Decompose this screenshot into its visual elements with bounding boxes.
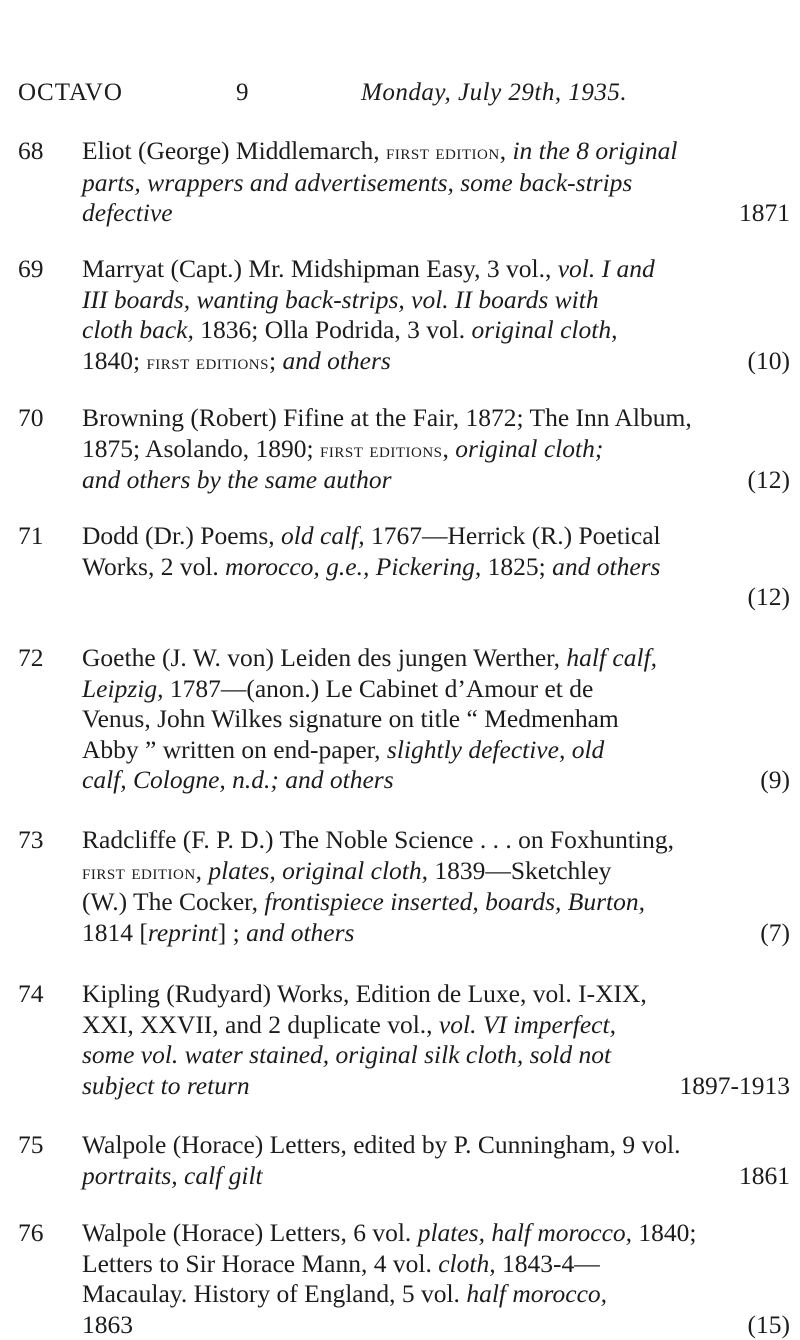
lot-number: 74	[18, 979, 66, 1010]
lot-line: Abby ” written on end-paper, slightly defective, old	[82, 735, 790, 766]
lot-line: cloth back, 1836; Olla Podrida, 3 vol. original cloth,	[82, 315, 790, 346]
lot-number: 73	[18, 825, 66, 856]
lot-number: 68	[18, 136, 66, 167]
lot-line: (W.) The Cocker, frontispiece inserted, boards, Burton,	[82, 887, 790, 918]
lot-description	[82, 254, 790, 377]
lot-number: 71	[18, 521, 66, 552]
lot-description	[82, 1130, 790, 1191]
lot-description	[82, 1218, 790, 1340]
lot-line: III boards, wanting back-strips, vol. II boards with	[82, 285, 790, 316]
lot-line: 1863 (15)	[82, 1310, 790, 1340]
lot-description	[82, 136, 790, 229]
lot-line: Radcliffe (F. P. D.) The Noble Science . . . on Foxhunting,	[82, 825, 790, 856]
lot-line: parts, wrappers and advertisements, some back-strips	[82, 168, 790, 199]
lot-line: some vol. water stained, original silk cloth, sold not	[82, 1040, 790, 1071]
lot-tail: (12)	[748, 465, 790, 496]
lot-tail: 1871	[739, 198, 790, 229]
lot-line: Walpole (Horace) Letters, edited by P. Cunningham, 9 vol.	[82, 1130, 790, 1161]
lot-line: subject to return 1897-1913	[82, 1071, 790, 1102]
lot-line: Marryat (Capt.) Mr. Midshipman Easy, 3 vol., vol. I and	[82, 254, 790, 285]
lot-number: 75	[18, 1130, 66, 1161]
lot-number: 72	[18, 643, 66, 674]
lot-tail: (10)	[748, 346, 790, 377]
lot-line: Walpole (Horace) Letters, 6 vol. plates, half morocco, 1840;	[82, 1218, 790, 1249]
lot-line: 1814 [reprint] ; and others (7)	[82, 918, 790, 949]
lot-line: Browning (Robert) Fifine at the Fair, 1872; The Inn Album,	[82, 403, 790, 434]
lot-line: Eliot (George) Middlemarch, first edition, in the 8 original	[82, 136, 790, 168]
lot-tail: (15)	[748, 1310, 790, 1340]
lot-line: 1875; Asolando, 1890; first editions, original cloth;	[82, 434, 790, 466]
format-label: OCTAVO	[18, 78, 123, 108]
lot-line: Macaulay. History of England, 5 vol. half morocco,	[82, 1279, 790, 1310]
lot-line: portraits, calf gilt 1861	[82, 1161, 790, 1192]
lot-line: 1840; first editions; and others (10)	[82, 346, 790, 378]
lot-tail: (12)	[82, 582, 790, 613]
lot-tail: (9)	[760, 765, 790, 796]
lot-line: Leipzig, 1787—(anon.) Le Cabinet d’Amour et de	[82, 674, 790, 705]
lot-description	[82, 403, 790, 496]
lot-description	[82, 521, 790, 613]
lot-tail: 1897-1913	[680, 1071, 791, 1102]
lot-number: 69	[18, 254, 66, 285]
lot-description	[82, 643, 790, 796]
lot-number: 70	[18, 403, 66, 434]
lot-description	[82, 979, 790, 1101]
lot-line: Goethe (J. W. von) Leiden des jungen Werther, half calf,	[82, 643, 790, 674]
lot-line: Venus, John Wilkes signature on title “ Medmenham	[82, 704, 790, 735]
sale-date: Monday, July 29th, 1935.	[361, 78, 627, 108]
lot-line: Dodd (Dr.) Poems, old calf, 1767—Herrick (R.) Poetical	[82, 521, 790, 552]
lot-line: Kipling (Rudyard) Works, Edition de Luxe, vol. I-XIX,	[82, 979, 790, 1010]
lot-line: calf, Cologne, n.d.; and others (9)	[82, 765, 790, 796]
lot-line: XXI, XXVII, and 2 duplicate vol., vol. VI imperfect,	[82, 1010, 790, 1041]
lot-tail: 1861	[739, 1161, 790, 1192]
lot-description	[82, 825, 790, 948]
lot-line: Works, 2 vol. morocco, g.e., Pickering, 1825; and others	[82, 552, 790, 583]
lot-line: Letters to Sir Horace Mann, 4 vol. cloth, 1843-4—	[82, 1249, 790, 1280]
lot-line: first edition, plates, original cloth, 1839—Sketchley	[82, 856, 790, 888]
page-number: 9	[236, 78, 249, 108]
lot-tail: (7)	[760, 918, 790, 949]
lot-line: and others by the same author (12)	[82, 465, 790, 496]
lot-number: 76	[18, 1218, 66, 1249]
lot-line: defective 1871	[82, 198, 790, 229]
